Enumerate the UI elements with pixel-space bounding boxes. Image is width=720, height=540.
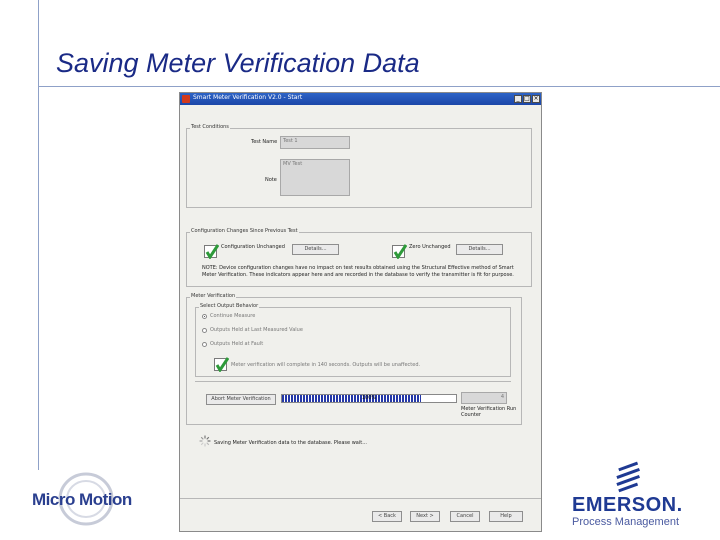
radio-continue-measure[interactable] — [202, 314, 207, 319]
emerson-emblem-icon — [613, 461, 643, 493]
slide-title: Saving Meter Verification Data — [56, 48, 420, 78]
radio-last-value-label: Outputs Held at Last Measured Value — [210, 327, 303, 333]
output-behavior-label: Select Output Behavior — [200, 303, 259, 309]
check-mark-icon — [205, 243, 219, 259]
slide-divider-horizontal — [38, 86, 720, 87]
run-counter-label: Meter Verification Run Counter — [461, 406, 517, 418]
radio-continue-label: Continue Measure — [210, 313, 256, 319]
close-button[interactable]: × — [533, 95, 539, 102]
run-counter-field: 4 — [461, 392, 507, 404]
note-label: Note — [265, 177, 277, 183]
window-title-bar[interactable] — [180, 93, 541, 105]
emerson-wordmark: EMERSON. — [572, 494, 683, 516]
check-mark-icon — [215, 356, 229, 372]
outputs-checkbox-text: Meter verification will complete in 140 seconds. Outputs will be unaffected. — [231, 362, 421, 368]
cancel-button[interactable]: Cancel — [450, 511, 480, 522]
config-group-label: Configuration Changes Since Previous Test — [191, 228, 298, 234]
test-conditions-label: Test Conditions — [191, 124, 229, 130]
progress-label: 100% — [361, 395, 377, 401]
next-button[interactable]: Next > — [410, 511, 440, 522]
window-title: Smart Meter Verification V2.0 - Start — [193, 94, 303, 101]
micro-motion-wordmark: Micro Motion — [32, 490, 132, 509]
note-field[interactable]: MV Test — [280, 159, 350, 196]
test-name-label: Test Name — [251, 139, 278, 145]
micro-motion-logo — [32, 470, 142, 526]
abort-meter-verification-button[interactable]: Abort Meter Verification — [206, 394, 276, 405]
zero-unchanged-label: Zero Unchanged — [409, 244, 451, 250]
footer-separator — [180, 498, 541, 499]
test-conditions-group — [186, 128, 532, 208]
config-note-text: NOTE: Device configuration changes have no impact on test results obtained using the Structural Effective method of Smart Meter Verification. These indicators appear here and are recorded in the database to verify the transmitter is fit for purpose. — [202, 265, 514, 278]
meter-verification-label: Meter Verification — [191, 293, 236, 299]
zero-unchanged-checkbox[interactable] — [392, 245, 405, 258]
separator — [195, 381, 511, 382]
check-mark-icon — [393, 243, 407, 259]
verification-progress-bar — [281, 394, 457, 403]
meter-verification-window — [179, 92, 542, 532]
config-unchanged-checkbox[interactable] — [204, 245, 217, 258]
outputs-checkbox[interactable] — [214, 358, 227, 371]
app-icon — [182, 95, 190, 103]
slide-divider-vertical — [38, 0, 39, 470]
config-details-button[interactable]: Details... — [292, 244, 339, 255]
radio-fault[interactable] — [202, 342, 207, 347]
status-text: Saving Meter Verification data to the database. Please wait... — [214, 440, 367, 446]
test-name-field[interactable]: Test 1 — [280, 136, 350, 149]
zero-details-button[interactable]: Details... — [456, 244, 503, 255]
minimize-button[interactable]: _ — [514, 95, 522, 103]
emerson-tagline: Process Management — [572, 516, 679, 528]
radio-fault-label: Outputs Held at Fault — [210, 341, 264, 347]
radio-last-value[interactable] — [202, 328, 207, 333]
maximize-button[interactable]: □ — [524, 95, 530, 102]
loading-spinner-icon — [199, 432, 211, 444]
help-button[interactable]: Help — [489, 511, 523, 522]
back-button[interactable]: < Back — [372, 511, 402, 522]
config-unchanged-label: Configuration Unchanged — [221, 244, 285, 250]
